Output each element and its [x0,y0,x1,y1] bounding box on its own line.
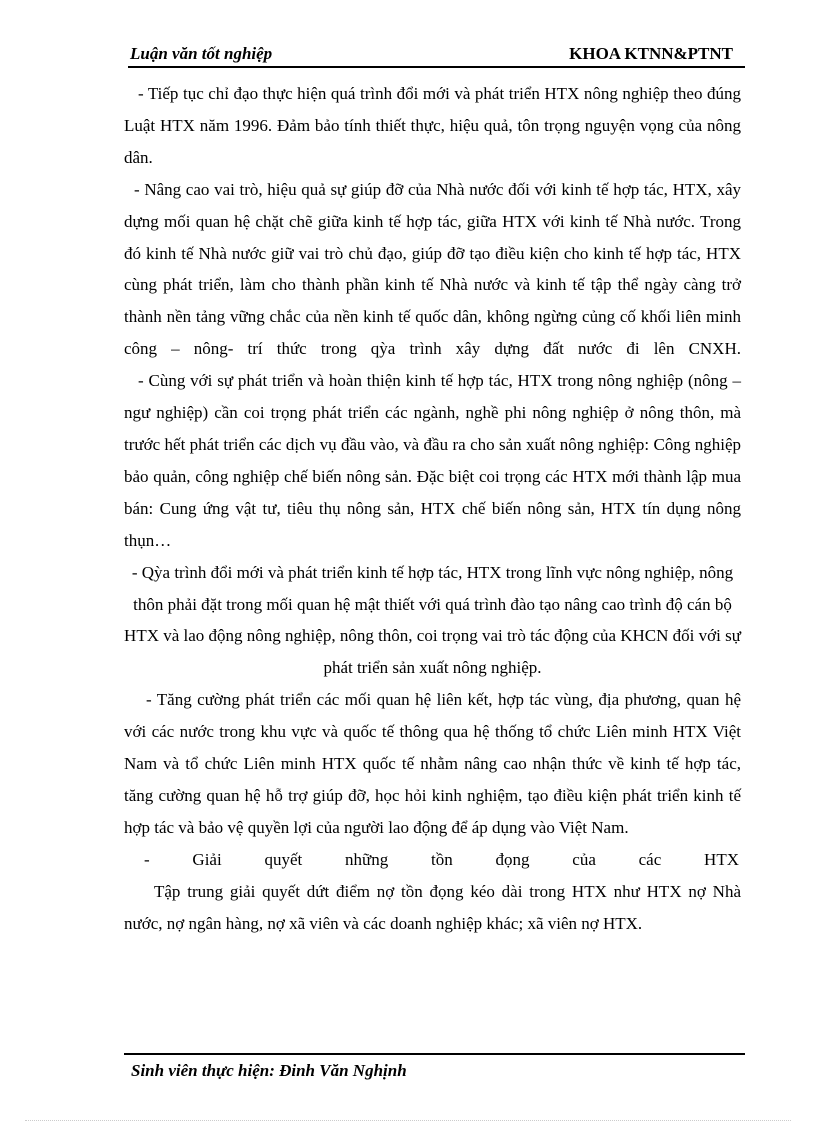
page-footer [124,1053,745,1080]
paragraph-4: - Qỳa trình đổi mới và phát triển kinh tế hợp tác, HTX trong lĩnh vực nông nghiệp, nông thôn phải đặt trong mối quan hệ mật thiết với quá trình đào tạo nâng cao trình độ cán bộ HTX và lao động nông nghiệp, nông thôn, coi trọng vai trò tác động của KHCN đối với sự phát triển sản xuất nông nghiệp. [124,562,741,678]
paragraph-6: - Giải quyết những tồn đọng của các HTX [144,849,739,869]
student-name: Sinh viên thực hiện: Đinh Văn Nghịnh [131,1061,407,1080]
faculty-name: KHOA KTNN&PTNT [569,44,733,63]
paragraph-7: Tập trung giải quyết dứt điểm nợ tồn đọng kéo dài trong HTX như HTX nợ Nhà nước, nợ ngân hàng, nợ xã viên và các doanh nghiệp khác; xã viên nợ HTX. [124,881,741,933]
body-text [124,78,741,939]
paragraph-1: - Tiếp tục chỉ đạo thực hiện quá trình đổi mới và phát triển HTX nông nghiệp theo đúng Luật HTX năm 1996. Đảm bảo tính thiết thực, hiệu quả, tôn trọng nguyện vọng của nông dân. [124,84,741,167]
page-bottom-dotted-line [25,1120,791,1121]
paragraph-5: - Tăng cường phát triển các mối quan hệ liên kết, hợp tác vùng, địa phương, quan hệ với các nước trong khu vực và quốc tế thông qua hệ thống tổ chức Liên minh HTX Việt Nam và tổ chức Liên minh HTX quốc tế nhằm nâng cao nhận thức về kinh tế hợp tác, tăng cường quan hệ hỗ trợ giúp đỡ, học hỏi kinh nghiệm, tạo điều kiện phát triển kinh tế hợp tác và bảo vệ quyền lợi của người lao động để áp dụng vào Việt Nam. [124,690,741,837]
paragraph-2: - Nâng cao vai trò, hiệu quả sự giúp đỡ của Nhà nước đối với kinh tế hợp tác, HTX, xây dựng mối quan hệ chặt chẽ giữa kinh tế hợp tác, giữa HTX với kinh tế Nhà nước. Trong đó kinh tế Nhà nước giữ vai trò chủ đạo, giúp đỡ tạo điều kiện cho kinh tế hợp tác, HTX cùng phát triển, làm cho thành phần kinh tế Nhà nước và kinh tế tập thể ngày càng trở thành nền tảng vững chắc của nền kinh tế quốc dân, không ngừng củng cố khối liên minh công – nông- trí thức trong qỳa trình xây dựng đất nước đi lên CNXH. [124,179,741,359]
page-header [128,44,745,68]
thesis-title: Luận văn tốt nghiệp [130,44,273,63]
paragraph-3: - Cùng với sự phát triển và hoàn thiện kinh tế hợp tác, HTX trong nông nghiệp (nông – ngư nghiệp) cần coi trọng phát triển các ngành, nghề phi nông nghiệp ở nông thôn, mà trước hết phát triển các dịch vụ đầu vào, và đầu ra cho sản xuất nông nghiệp: Công nghiệp bảo quản, công nghiệp chế biến nông sản. Đặc biệt coi trọng các HTX mới thành lập mua bán: Cung ứng vật tư, tiêu thụ nông sản, HTX chế biến nông sản, HTX tín dụng nông thụn… [124,371,741,550]
